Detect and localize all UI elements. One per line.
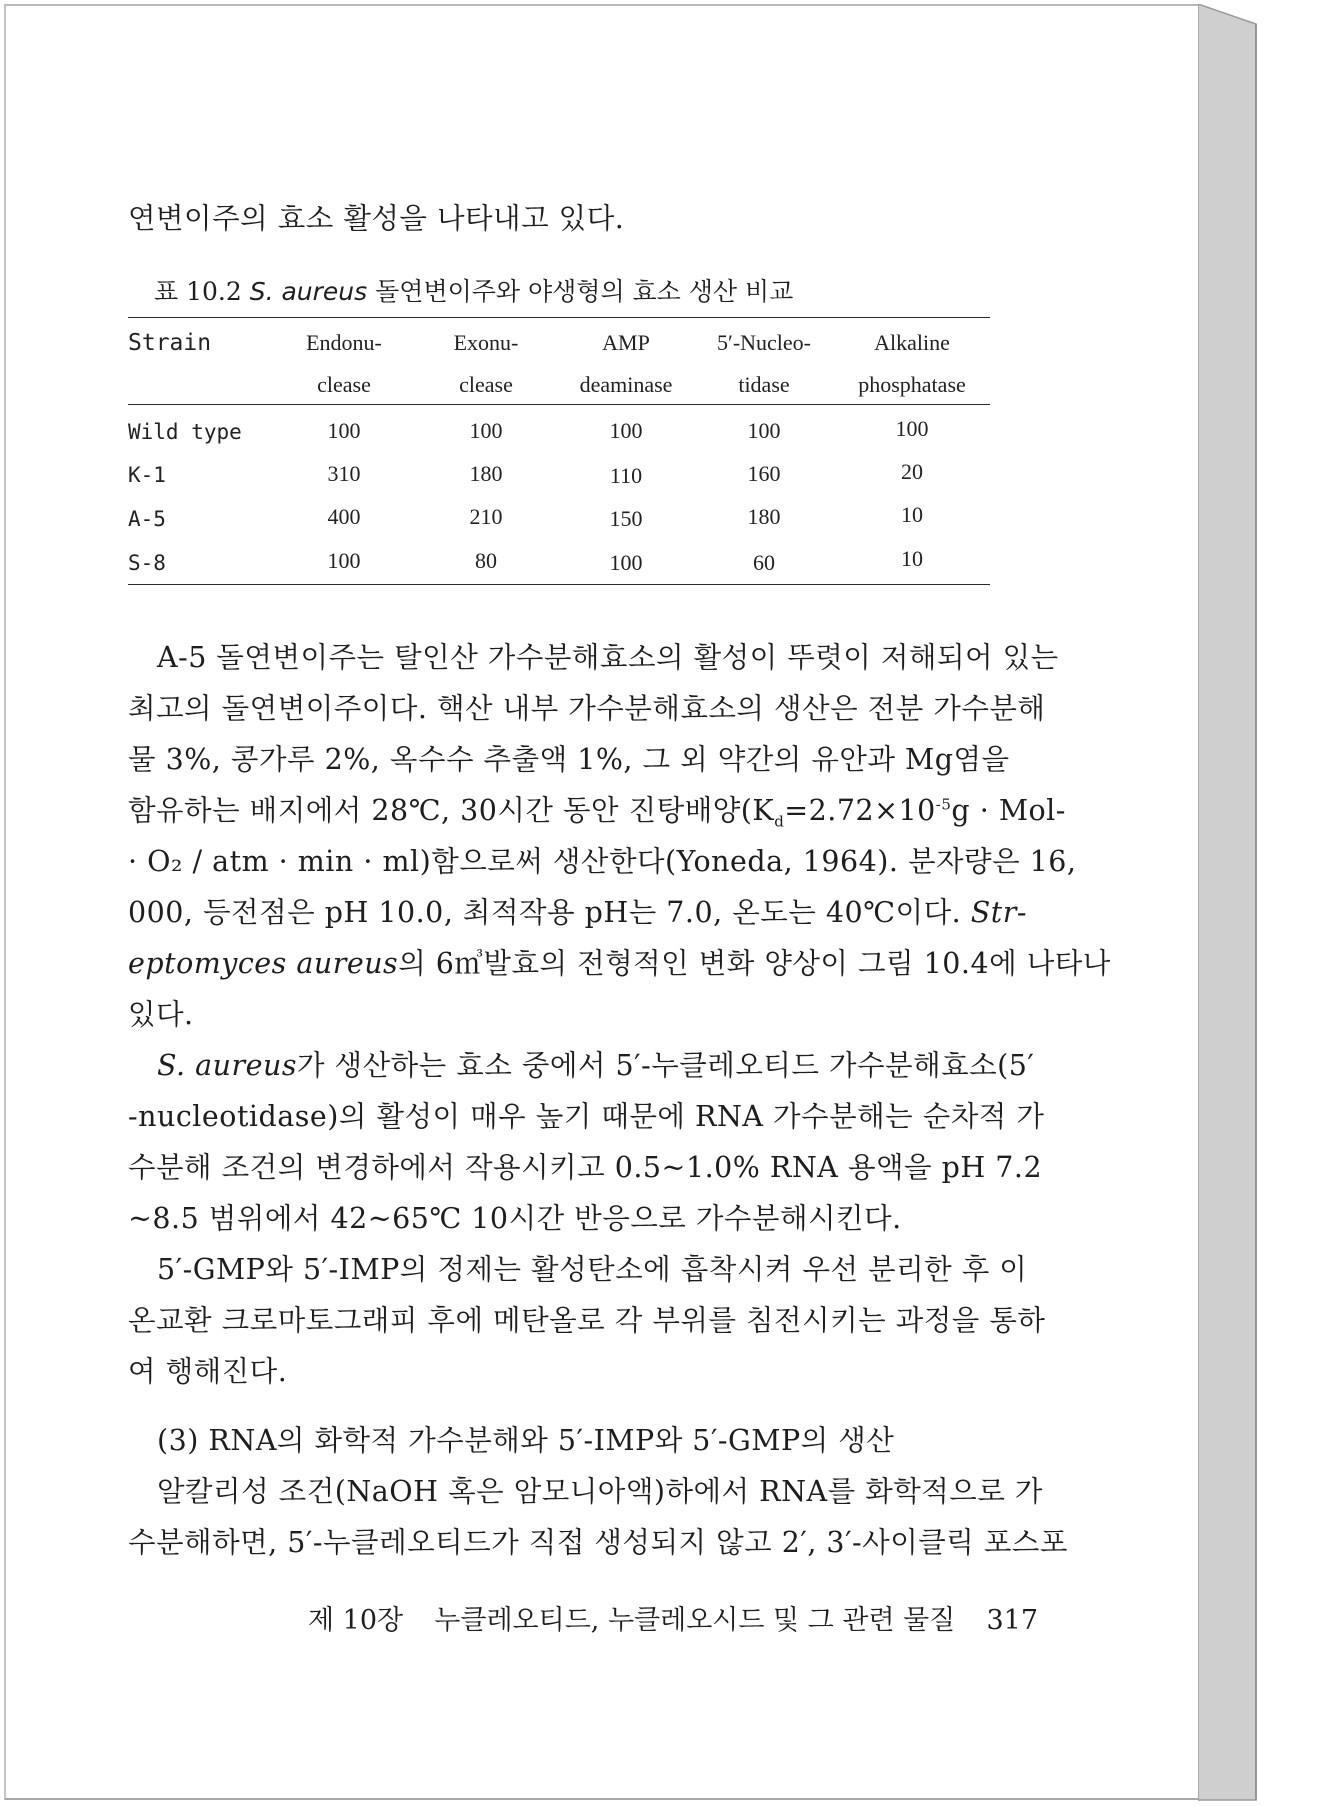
table-caption: [154, 272, 793, 308]
table-header-rule: [128, 404, 990, 405]
cell-strain: A-5: [128, 507, 166, 531]
cell-value: 20: [901, 459, 923, 484]
table-top-rule: [128, 317, 990, 318]
header-amp-2: deaminase: [579, 372, 673, 397]
paragraph-text: 함유하는 배지에서 28℃, 30시간 동안 진탕배양(K: [128, 794, 775, 827]
paragraph-line: 있다.: [128, 998, 194, 1031]
header-strain: Strain: [128, 330, 212, 356]
header-endonuclease-1: Endonu-: [306, 330, 382, 355]
paragraph-line: 여 행해진다.: [128, 1355, 288, 1388]
paragraph-text: 가 생산하는 효소 중에서 5′-누클레오티드 가수분해효소(5′: [296, 1049, 1035, 1082]
table-bottom-rule: [128, 584, 990, 585]
cell-value: 100: [609, 550, 643, 575]
cell-value: 100: [747, 418, 781, 443]
cell-value: 10: [901, 546, 923, 571]
cell-value: 400: [327, 504, 361, 529]
species-name: eptomyces aureus: [128, 947, 399, 980]
cell-strain: Wild type: [128, 420, 242, 444]
cell-value: 310: [327, 461, 361, 486]
paragraph-text: 000, 등전점은 pH 10.0, 최적작용 pH는 7.0, 온도는 40℃이다.: [128, 896, 962, 929]
kd-unit: g · Mol-: [951, 794, 1066, 827]
cell-value: 100: [327, 418, 361, 443]
cell-value: 150: [609, 506, 643, 531]
table-title-text: 돌연변이주와 야생형의 효소 생산 비교: [375, 277, 794, 306]
paragraph-line: 온교환 크로마토그래피 후에 메탄올로 각 부위를 침전시키는 과정을 통하: [128, 1304, 1046, 1337]
cell-value: 80: [475, 548, 497, 573]
paragraph-line: [128, 890, 1027, 931]
header-exonuclease-1: Exonu-: [453, 330, 519, 355]
cell-value: 160: [747, 461, 781, 486]
paragraph-line: · O₂ / atm · min · ml)함으로써 생산한다(Yoneda, 1964). 분자량은 16,: [128, 845, 1077, 878]
kd-exponent: -5: [935, 795, 952, 814]
chapter-label: 제 10장: [308, 1605, 404, 1636]
paragraph-line: 5′-GMP와 5′-IMP의 정제는 활성탄소에 흡착시켜 우선 분리한 후 이: [128, 1253, 1028, 1286]
kd-subscript: d: [774, 812, 785, 831]
cell-strain: S-8: [128, 551, 166, 575]
paragraph-line: ~8.5 범위에서 42~65℃ 10시간 반응으로 가수분해시킨다.: [128, 1202, 902, 1235]
header-nucleotidase-1: 5′-Nucleo-: [717, 330, 811, 355]
paragraph-line: 수분해하면, 5′-누클레오티드가 직접 생성되지 않고 2′, 3′-사이클릭 포스포: [128, 1526, 1068, 1559]
cell-value: 60: [753, 550, 775, 575]
header-nucleotidase-2: tidase: [738, 372, 790, 397]
species-name: S. aureus: [157, 1049, 297, 1082]
cell-value: 210: [469, 504, 503, 529]
cell-value: 100: [327, 548, 361, 573]
paragraph-line: 수분해 조건의 변경하에서 작용시키고 0.5~1.0% RNA 용액을 pH 7.2: [128, 1151, 1043, 1184]
header-phosphatase-1: Alkaline: [874, 330, 950, 355]
header-exonuclease-2: clease: [459, 372, 513, 397]
paragraph-line: [128, 1043, 1034, 1084]
cell-value: 110: [609, 463, 643, 488]
paragraph-line: -nucleotidase)의 활성이 매우 높기 때문에 RNA 가수분해는 순차적 가: [128, 1100, 1045, 1133]
paragraph-line: 물 3%, 콩가루 2%, 옥수수 추출액 1%, 그 외 약간의 유안과 Mg염을: [128, 743, 1010, 776]
table-species: S. aureus: [249, 277, 368, 306]
section-heading: (3) RNA의 화학적 가수분해와 5′-IMP와 5′-GMP의 생산: [128, 1424, 895, 1457]
paragraph-line: A-5 돌연변이주는 탈인산 가수분해효소의 활성이 뚜렷이 저해되어 있는: [128, 641, 1059, 674]
cell-strain: K-1: [128, 463, 166, 487]
intro-line: 연변이주의 효소 활성을 나타내고 있다.: [128, 202, 625, 235]
cell-value: 100: [895, 416, 929, 441]
species-name: Str-: [970, 896, 1027, 929]
paragraph-line: 알칼리성 조건(NaOH 혹은 암모니아액)하에서 RNA를 화학적으로 가: [128, 1475, 1043, 1508]
cell-value: 180: [747, 504, 781, 529]
paragraph-text: 의 6㎥발효의 전형적인 변화 양상이 그림 10.4에 나타나: [398, 947, 1111, 980]
paragraph-line: [128, 788, 1066, 831]
paragraph-line: 최고의 돌연변이주이다. 핵산 내부 가수분해효소의 생산은 전분 가수분해: [128, 692, 1046, 725]
cell-value: 100: [609, 418, 643, 443]
cell-value: 180: [469, 461, 503, 486]
kd-value: =2.72×10: [784, 794, 936, 827]
paragraph-line: [128, 941, 1111, 982]
header-endonuclease-2: clease: [317, 372, 371, 397]
cell-value: 100: [469, 418, 503, 443]
header-phosphatase-2: phosphatase: [858, 372, 966, 397]
header-amp-1: AMP: [602, 330, 650, 355]
page-number: 317: [986, 1605, 1039, 1636]
table-number: 표 10.2: [154, 277, 242, 306]
page-footer: [308, 1598, 1038, 1637]
chapter-title: 누클레오티드, 누클레오시드 및 그 관련 물질: [434, 1605, 956, 1636]
cell-value: 10: [901, 502, 923, 527]
